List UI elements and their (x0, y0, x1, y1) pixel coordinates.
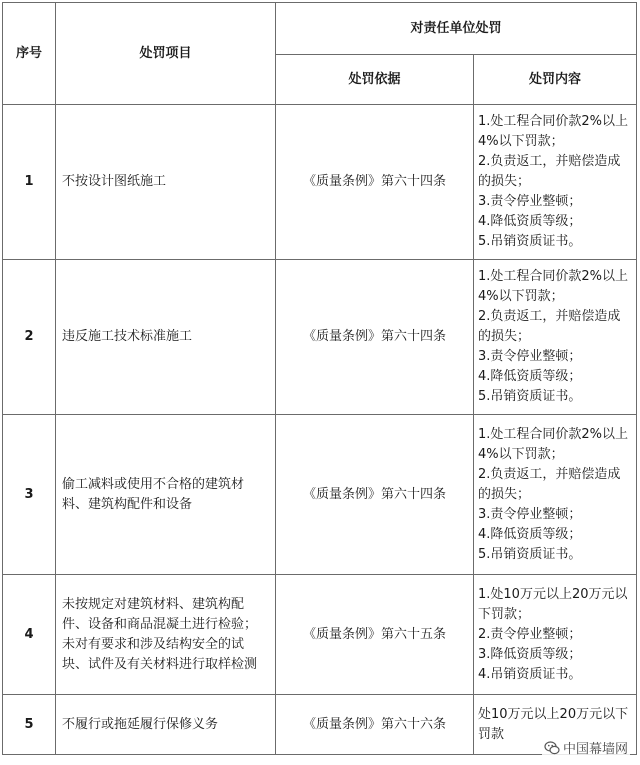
header-no: 序号 (3, 3, 56, 105)
table-row (3, 575, 637, 695)
header-group: 对责任单位处罚 (276, 3, 637, 55)
header-item: 处罚项目 (56, 3, 276, 105)
row-content-text: 1.处工程合同价款2%以上4%以下罚款； 2.负责返工，并赔偿造成的损失； 3.责令停业整顿； 4.降低资质等级； 5.吊销资质证书。 (478, 269, 629, 404)
row-basis: 《质量条例》第六十四条 (276, 260, 474, 415)
row-content-text: 1.处10万元以上20万元以下罚款； 2.责令停业整顿； 3.降低资质等级； 4.吊销资质证书。 (478, 586, 628, 682)
table-row (3, 105, 637, 260)
watermark (542, 738, 630, 757)
row-content (474, 260, 637, 415)
row-content (474, 575, 637, 695)
row-no: 3 (3, 415, 56, 575)
row-content-text: 1.处工程合同价款2%以上4%以下罚款； 2.负责返工，并赔偿造成的损失； 3.责令停业整顿； 4.降低资质等级； 5.吊销资质证书。 (478, 426, 629, 562)
row-no: 2 (3, 260, 56, 415)
row-item: 不履行或拖延履行保修义务 (56, 695, 276, 755)
row-item: 不按设计图纸施工 (56, 105, 276, 260)
row-item: 未按规定对建筑材料、建筑构配件、设备和商品混凝土进行检验；未对有要求和涉及结构安全的试块、试件及有关材料进行取样检测 (56, 575, 276, 695)
row-basis: 《质量条例》第六十六条 (276, 695, 474, 755)
row-no: 4 (3, 575, 56, 695)
table-row (3, 415, 637, 575)
header-row-top (3, 3, 637, 55)
wechat-icon (544, 740, 560, 756)
row-no: 5 (3, 695, 56, 755)
row-content (474, 105, 637, 260)
row-basis: 《质量条例》第六十四条 (276, 415, 474, 575)
penalty-table (2, 2, 637, 755)
row-content-text: 1.处工程合同价款2%以上4%以下罚款； 2.负责返工，并赔偿造成的损失； 3.责令停业整顿； 4.降低资质等级； 5.吊销资质证书。 (478, 114, 629, 249)
table-row (3, 260, 637, 415)
row-item: 偷工减料或使用不合格的建筑材料、建筑构配件和设备 (56, 415, 276, 575)
row-content-text: 处10万元以上20万元以下罚款 (478, 706, 629, 742)
header-basis: 处罚依据 (276, 55, 474, 105)
row-basis: 《质量条例》第六十五条 (276, 575, 474, 695)
row-no: 1 (3, 105, 56, 260)
row-basis: 《质量条例》第六十四条 (276, 105, 474, 260)
row-item: 违反施工技术标准施工 (56, 260, 276, 415)
header-content: 处罚内容 (474, 55, 637, 105)
watermark-text: 中国幕墙网 (562, 742, 628, 757)
row-content (474, 415, 637, 575)
